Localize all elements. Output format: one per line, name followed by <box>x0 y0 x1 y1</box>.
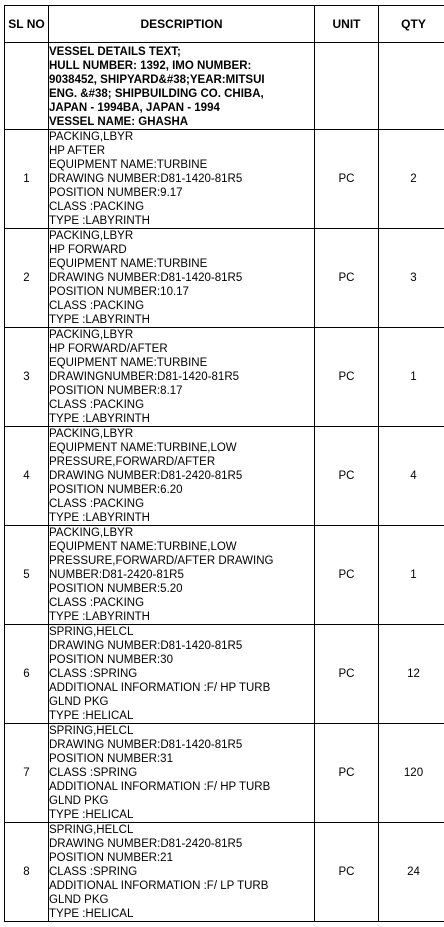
description-line: ADDITIONAL INFORMATION :F/ LP TURB <box>49 880 269 892</box>
description-line: EQUIPMENT NAME:TURBINE <box>49 159 208 171</box>
description-line: GLND PKG <box>49 894 109 906</box>
vessel-line: VESSEL NAME: GHASHA <box>49 116 189 128</box>
header-row <box>5 6 444 43</box>
description-line: POSITION NUMBER:8.17 <box>49 385 183 397</box>
vessel-line: HULL NUMBER: 1392, IMO NUMBER: <box>49 60 252 72</box>
description-line: CLASS :SPRING <box>49 668 138 680</box>
description-line: PRESSURE,FORWARD/AFTER <box>49 456 216 468</box>
description-line: POSITION NUMBER:6.20 <box>49 484 183 496</box>
unit-cell: PC <box>315 625 379 724</box>
sl-no-cell: 7 <box>5 724 49 823</box>
description-line: POSITION NUMBER:9.17 <box>49 187 183 199</box>
vessel-details-row <box>5 43 444 130</box>
description-line: TYPE :HELICAL <box>49 710 134 722</box>
description-line: TYPE :LABYRINTH <box>49 314 150 326</box>
description-line: TYPE :HELICAL <box>49 809 134 821</box>
description-line: POSITION NUMBER:31 <box>49 753 173 765</box>
table-row <box>5 625 444 724</box>
unit-cell: PC <box>315 130 379 229</box>
description-line: TYPE :LABYRINTH <box>49 611 150 623</box>
description-line: CLASS :PACKING <box>49 399 145 411</box>
description-line: ADDITIONAL INFORMATION :F/ HP TURB <box>49 781 271 793</box>
table-row <box>5 526 444 625</box>
header-description: DESCRIPTION <box>49 6 315 43</box>
description-line: TYPE :LABYRINTH <box>49 413 150 425</box>
header-qty: QTY <box>379 6 444 43</box>
description-line: PACKING,LBYR <box>49 329 134 341</box>
vessel-sl-cell <box>5 43 49 130</box>
description-line: HP FORWARD <box>49 244 127 256</box>
description-cell <box>49 823 315 922</box>
description-line: GLND PKG <box>49 696 109 708</box>
description-line: TYPE :HELICAL <box>49 908 134 920</box>
description-cell <box>49 526 315 625</box>
description-line: EQUIPMENT NAME:TURBINE,LOW <box>49 442 237 454</box>
description-line: PACKING,LBYR <box>49 527 134 539</box>
description-line: SPRING,HELCL <box>49 725 134 737</box>
description-line: CLASS :PACKING <box>49 201 145 213</box>
description-line: DRAWING NUMBER:D81-1420-81R5 <box>49 739 243 751</box>
description-line: DRAWINGNUMBER:D81-1420-81R5 <box>49 371 240 383</box>
sl-no-cell: 3 <box>5 328 49 427</box>
description-cell <box>49 229 315 328</box>
header-sl-no: SL NO <box>5 6 49 43</box>
description-line: POSITION NUMBER:30 <box>49 654 173 666</box>
description-line: POSITION NUMBER:10.17 <box>49 286 189 298</box>
description-line: CLASS :PACKING <box>49 498 145 510</box>
table-row <box>5 823 444 922</box>
description-line: PACKING,LBYR <box>49 230 134 242</box>
table-row <box>5 130 444 229</box>
description-cell <box>49 328 315 427</box>
vessel-line: JAPAN - 1994BA, JAPAN - 1994 <box>49 102 220 114</box>
sl-no-cell: 8 <box>5 823 49 922</box>
qty-cell: 24 <box>379 823 444 922</box>
description-line: DRAWING NUMBER:D81-1420-81R5 <box>49 173 243 185</box>
description-line: TYPE :LABYRINTH <box>49 215 150 227</box>
sl-no-cell: 1 <box>5 130 49 229</box>
description-line: EQUIPMENT NAME:TURBINE,LOW <box>49 541 237 553</box>
description-line: TYPE :LABYRINTH <box>49 512 150 524</box>
qty-cell: 2 <box>379 130 444 229</box>
unit-cell: PC <box>315 328 379 427</box>
description-line: PACKING,LBYR <box>49 428 134 440</box>
description-cell <box>49 427 315 526</box>
description-line: DRAWING NUMBER:D81-2420-81R5 <box>49 838 243 850</box>
qty-cell: 1 <box>379 328 444 427</box>
vessel-line: ENG. &#38; SHIPBUILDING CO. CHIBA, <box>49 88 264 100</box>
sl-no-cell: 2 <box>5 229 49 328</box>
description-line: GLND PKG <box>49 795 109 807</box>
description-line: EQUIPMENT NAME:TURBINE <box>49 357 208 369</box>
table-row <box>5 724 444 823</box>
table-row <box>5 427 444 526</box>
unit-cell: PC <box>315 526 379 625</box>
unit-cell: PC <box>315 229 379 328</box>
sl-no-cell: 4 <box>5 427 49 526</box>
description-line: ADDITIONAL INFORMATION :F/ HP TURB <box>49 682 271 694</box>
sl-no-cell: 6 <box>5 625 49 724</box>
vessel-details-cell <box>49 43 315 130</box>
description-line: DRAWING NUMBER:D81-2420-81R5 <box>49 470 243 482</box>
description-line: CLASS :SPRING <box>49 767 138 779</box>
header-unit: UNIT <box>315 6 379 43</box>
vessel-unit-cell <box>315 43 379 130</box>
qty-cell: 3 <box>379 229 444 328</box>
description-line: DRAWING NUMBER:D81-1420-81R5 <box>49 640 243 652</box>
description-line: CLASS :PACKING <box>49 597 145 609</box>
description-line: DRAWING NUMBER:D81-1420-81R5 <box>49 272 243 284</box>
vessel-line: VESSEL DETAILS TEXT; <box>49 46 181 58</box>
parts-table <box>4 5 444 922</box>
description-line: CLASS :SPRING <box>49 866 138 878</box>
description-line: PACKING,LBYR <box>49 131 134 143</box>
vessel-qty-cell <box>379 43 444 130</box>
description-line: EQUIPMENT NAME:TURBINE <box>49 258 208 270</box>
description-line: HP FORWARD/AFTER <box>49 343 168 355</box>
unit-cell: PC <box>315 823 379 922</box>
sl-no-cell: 5 <box>5 526 49 625</box>
description-line: SPRING,HELCL <box>49 626 134 638</box>
table-row <box>5 328 444 427</box>
description-line: POSITION NUMBER:21 <box>49 852 173 864</box>
description-cell <box>49 130 315 229</box>
description-line: SPRING,HELCL <box>49 824 134 836</box>
qty-cell: 12 <box>379 625 444 724</box>
description-line: POSITION NUMBER:5.20 <box>49 583 183 595</box>
unit-cell: PC <box>315 427 379 526</box>
qty-cell: 120 <box>379 724 444 823</box>
qty-cell: 4 <box>379 427 444 526</box>
description-cell <box>49 724 315 823</box>
description-cell <box>49 625 315 724</box>
qty-cell: 1 <box>379 526 444 625</box>
unit-cell: PC <box>315 724 379 823</box>
vessel-line: 9038452, SHIPYARD&#38;YEAR:MITSUI <box>49 74 265 86</box>
description-line: PRESSURE,FORWARD/AFTER DRAWING NUMBER:D81-2420-81R5 <box>49 555 274 581</box>
table-row <box>5 229 444 328</box>
description-line: CLASS :PACKING <box>49 300 145 312</box>
description-line: HP AFTER <box>49 145 106 157</box>
